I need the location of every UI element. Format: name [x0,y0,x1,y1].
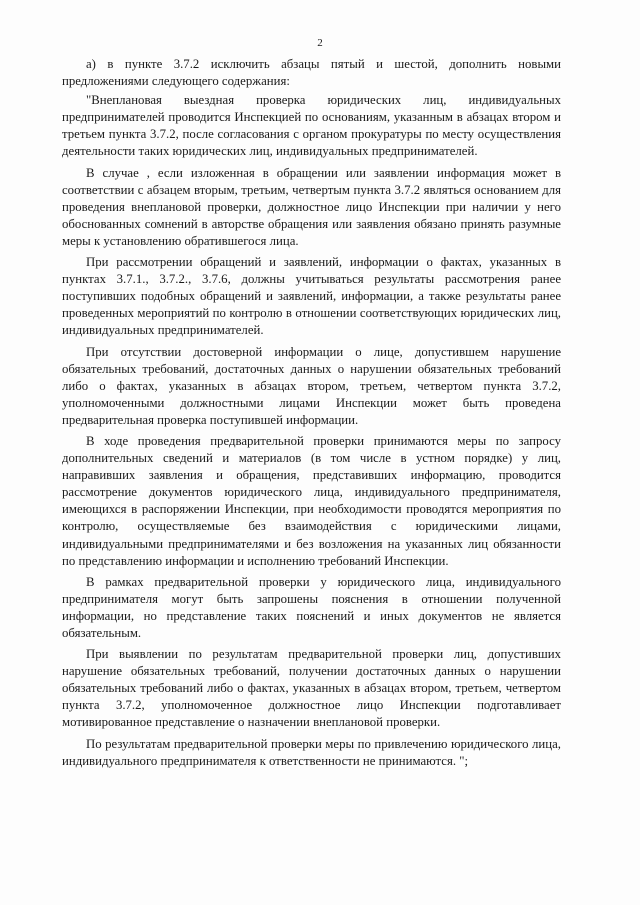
paragraph-explanations-request: В рамках предварительной проверки у юридического лица, индивидуального предпринимателя могут быть запрошены пояснения в отношении полученной информации, но представление таких пояснений и иных документов не является обязательным. [62,574,561,640]
paragraph-preliminary-check-grounds: При отсутствии достоверной информации о лице, допустившем нарушение обязательных требований, достаточных данных о нарушении обязательных требований либо о фактах, указанных в абзацах втором, третьем, четвертом пункта 3.7.2, уполномоченными должностными лицами Инспекции может быть проведена предварительная проверка поступившей информации. [62,344,561,427]
paragraph-preliminary-check-measures: В ходе проведения предварительной проверки принимаются меры по запросу дополнительных сведений и материалов (в том числе в устном порядке) у лиц, направивших заявления и обращения, представивших информацию, проводится рассмотрение документов юридического лица, индивидуального предпринимателя, имеющихся в распоряжении Инспекции, при необходимости проводятся мероприятия по контролю, осуществляемые без взаимодействия с юридическими лицами, индивидуальными предпринимателями и без возложения на указанных лиц обязанности по представлению информации и исполнению требований Инспекции. [62,433,561,568]
paragraph-authorship-doubts: В случае , если изложенная в обращении или заявлении информация может в соответствии с абзацем вторым, третьим, четвертым пункта 3.7.2 являться основанием для проведения внеплановой проверки, должностное лицо Инспекции при наличии у него обоснованных сомнений в авторстве обращения или заявления обязано принять разумные меры к установлению обратившегося лица. [62,165,561,248]
paragraph-amendment-intro: а) в пункте 3.7.2 исключить абзацы пятый и шестой, дополнить новыми предложениями следующего содержания: [62,57,561,89]
paragraph-consideration-of-appeals: При рассмотрении обращений и заявлений, информации о фактах, указанных в пунктах 3.7.1., 3.7.2., 3.7.6, должны учитываться результаты рассмотрения ранее поступивших подобных обращений и заявлений, информации, а также результаты ранее проведенных мероприятий по контролю в отношении соответствующих юридических лиц, индивидуальных предпринимателей. [62,255,561,338]
document-body [62,56,561,774]
page-number: 2 [317,37,323,49]
paragraph-reasoned-submission: При выявлении по результатам предварительной проверки лиц, допустивших нарушение обязательных требований, получении достаточных данных о нарушении обязательных требований либо о фактах, указанных в абзацах втором, третьем, четвертом пункта 3.7.2, уполномоченное должностное лицо Инспекции подготавливает мотивированное представление о назначении внеплановой проверки. [62,647,561,730]
paragraph-unscheduled-inspection: "Внеплановая выездная проверка юридических лиц, индивидуальных предпринимателей проводится Инспекцией по основаниям, указанным в абзацах втором и третьем пункта 3.7.2, после согласования с органом прокуратуры по месту осуществления деятельности таких юридических лиц, индивидуальных предпринимателей. [62,93,561,159]
paragraph-no-liability-measures: По результатам предварительной проверки меры по привлечению юридического лица, индивидуального предпринимателя к ответственности не принимаются. "; [62,736,561,768]
